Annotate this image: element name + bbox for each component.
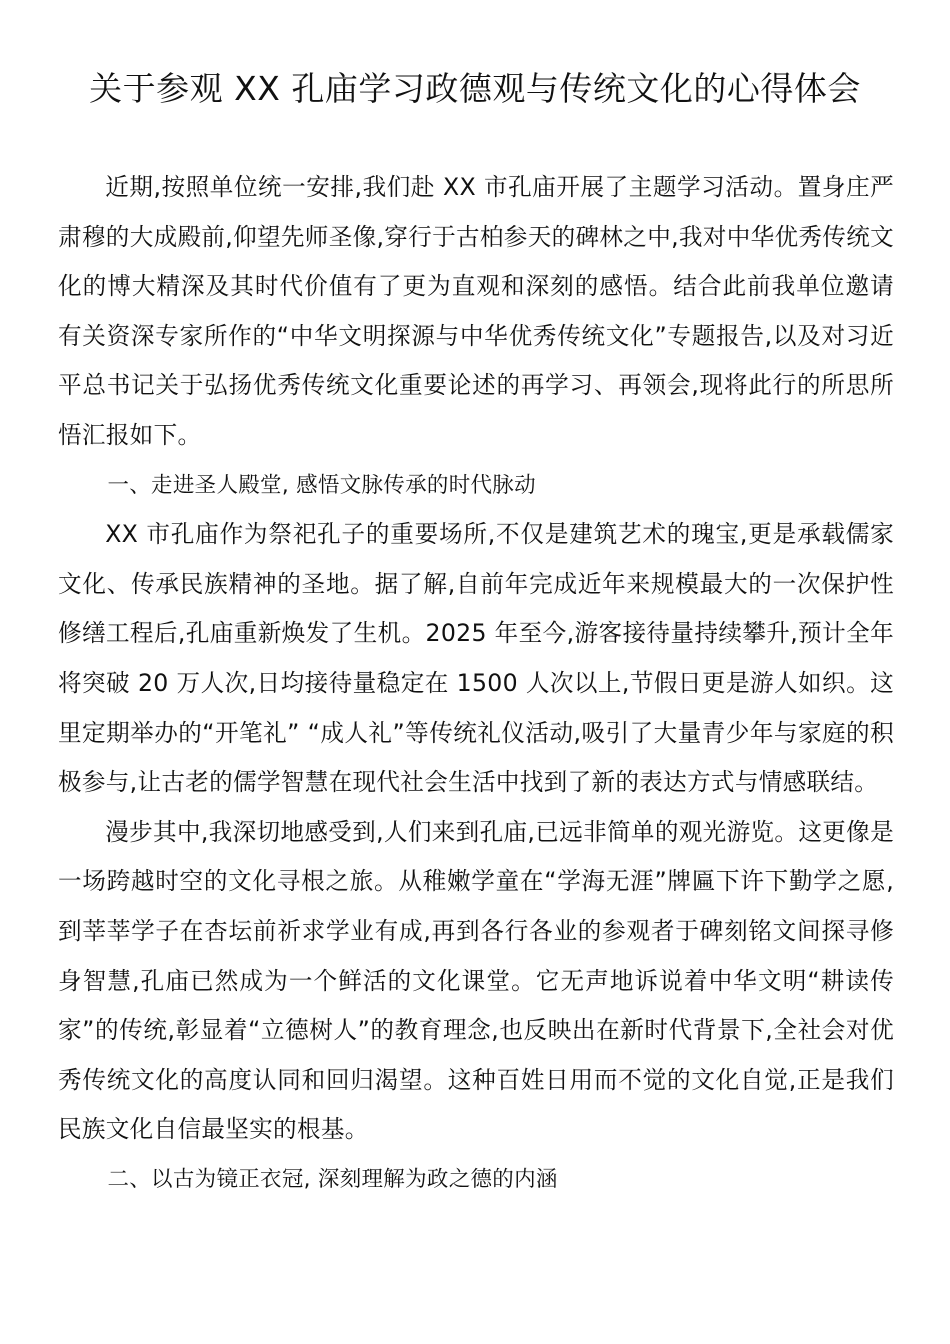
paragraph-intro: 近期,按照单位统一安排,我们赴 XX 市孔庙开展了主题学习活动。置身庄严肃穆的大成殿前,仰望先师圣像,穿行于古柏参天的碑林之中,我对中华优秀传统文化的博大精深及其时代价值有了更为直观和深刻的感悟。结合此前我单位邀请有关资深专家所作的“中华文明探源与中华优秀传统文化”专题报告,以及对习近平总书记关于弘扬优秀传统文化重要论述的再学习、再领会,现将此行的所思所悟汇报如下。	[58, 173, 894, 449]
paragraph-cultural-roots: 漫步其中,我深切地感受到,人们来到孔庙,已远非简单的观光游览。这更像是一场跨越时空的文化寻根之旅。从稚嫩学童在“学海无涯”牌匾下许下勤学之愿,到莘莘学子在杏坛前祈求学业有成,再到各行各业的参观者于碑刻铭文间探寻修身智慧,孔庙已然成为一个鲜活的文化课堂。它无声地诉说着中华文明“耕读传家”的传统,彰显着“立德树人”的教育理念,也反映出在新时代背景下,全社会对优秀传统文化的高度认同和回归渴望。这种百姓日用而不觉的文化自觉,正是我们民族文化自信最坚实的根基。	[58, 817, 894, 1144]
paragraph-temple-overview: XX 市孔庙作为祭祀孔子的重要场所,不仅是建筑艺术的瑰宝,更是承载儒家文化、传承民族精神的圣地。据了解,自前年完成近年来规模最大的一次保护性修缮工程后,孔庙重新焕发了生机。2025 年至今,游客接待量持续攀升,预计全年将突破 20 万人次,日均接待量稳定在 1500 人次以上,节假日更是游人如织。这里定期举办的“开笔礼” “成人礼”等传统礼仪活动,吸引了大量青少年与家庭的积极参与,让古老的儒学智慧在现代社会生活中找到了新的表达方式与情感联结。	[58, 520, 894, 797]
section-heading-1: 一、走进圣人殿堂, 感悟文脉传承的时代脉动	[107, 472, 536, 498]
document-body	[58, 163, 894, 1204]
section-heading-2: 二、以古为镜正衣冠, 深刻理解为政之德的内涵	[107, 1166, 558, 1192]
document-title: 关于参观 XX 孔庙学习政德观与传统文化的心得体会	[89, 69, 861, 108]
